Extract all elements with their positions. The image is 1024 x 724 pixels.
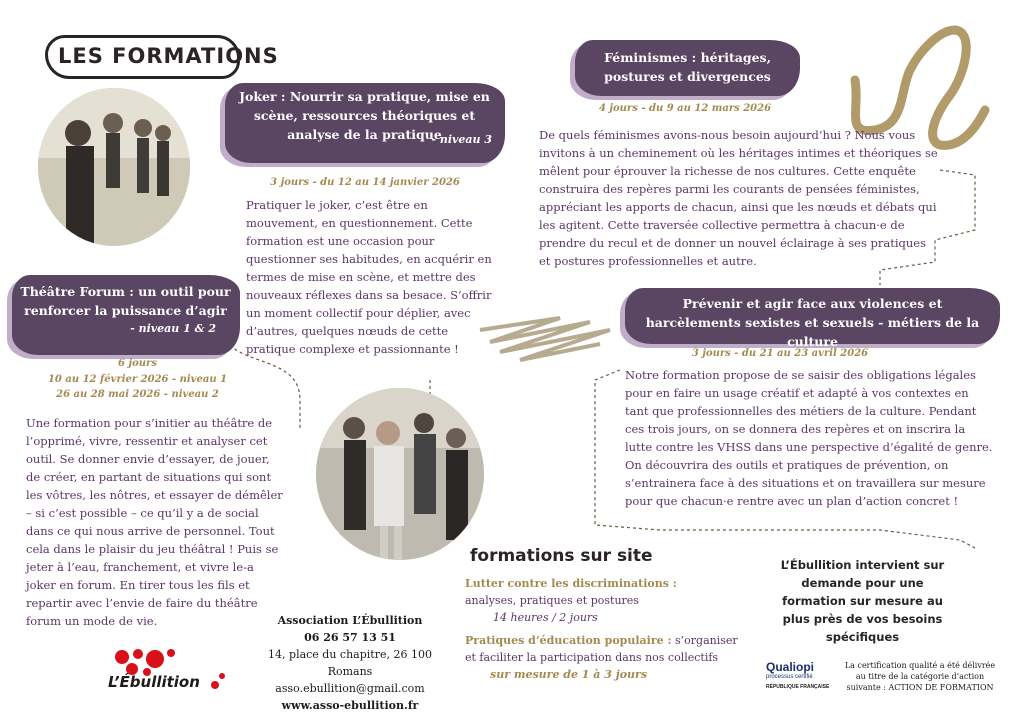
photo-workshop-1 (38, 88, 190, 246)
custom-training-note: L’Ébullition intervient sur demande pour une formation sur mesure au plus près de vos besoins spécifiques (780, 558, 945, 644)
forum-description: Une formation pour s’initier au théâtre de l’opprimé, vivre, ressentir et analyser cet outil. Se donner envie d’essayer, de jouer, de créer, en partant de situations qui sont les vôtres, les nôtres, et essayer de démêler – si c’est possible – ce qu’il y a de social dans ce qui nous arrive de personnel. Tout cela dans le plaisir du jeu théâtral ! Puis se jeter à l’eau, franchement, et vivre le-a joker en forum. En tirer tous les fils et repartir avec l’envie de faire du théâtre forum un mode de vie. (26, 416, 283, 628)
photo-workshop-2 (316, 388, 484, 560)
qualiopi-sub: processus certifié (766, 674, 813, 680)
contact-name: Association L’Ébullition (277, 614, 423, 627)
page-title: LES FORMATIONS (58, 44, 279, 68)
joker-level: - niveau 3 (431, 133, 492, 146)
forum-title: Théâtre Forum : un outil pour renforcer la puissance d’agir (20, 284, 231, 318)
onsite-item2-desc-b: et faciliter la participation dans nos collectifs (465, 651, 719, 664)
violences-title: Prévenir et agir face aux violences et harcèlements sexistes et sexuels - métiers de la culture (645, 296, 980, 349)
forum-dates-2: 26 au 28 mai 2026 - niveau 2 (56, 389, 219, 400)
forum-dates-1: 10 au 12 février 2026 - niveau 1 (47, 374, 228, 385)
onsite-item1-title: Lutter contre les discriminations : (465, 577, 677, 590)
violences-dates: 3 jours - du 21 au 23 avril 2026 (691, 348, 869, 359)
joker-description: Pratiquer le joker, c’est être en mouvement, en questionnement. Cette formation est une occasion pour questionner ses habitudes, en acquérir en termes de mise en scène, et mettre des nouveaux réflexes dans sa besace. S’offrir un moment collectif pour déplier, avec d’autres, quelques nœuds de cette pratique complexe et passionnante ! (246, 198, 492, 356)
onsite-item2-title: Pratiques d’éducation populaire : (465, 634, 672, 647)
qualiopi-statement: La certification qualité a été délivrée au titre de la catégorie d’action suivante : ACTION DE FORMATION (844, 661, 996, 692)
violences-description: Notre formation propose de se saisir des obligations légales pour en faire un usage créatif et adapté à vos contextes en tant que professionnelles des métiers de la culture. Pendant ces trois jours, on se donnera des repères et on inscrira la lutte contre les VHSS dans une perspective d’égalité de genre. On découvrira des outils et pratiques de prévention, on s’entrainera face à des situations et on travaillera sur mesure pour que chacun·e rentre avec un plan d’action concret ! (625, 368, 993, 508)
contact-email[interactable]: asso.ebullition@gmail.com (275, 682, 425, 695)
photo-illustration-1 (38, 88, 190, 246)
onsite-item1-duration: 14 heures / 2 jours (493, 611, 598, 624)
qualiopi-brand: Qualiopi (766, 660, 814, 674)
joker-dates: 3 jours - du 12 au 14 janvier 2026 (270, 177, 460, 188)
feminismes-dates: 4 jours - du 9 au 12 mars 2026 (598, 103, 772, 114)
forum-level: - niveau 1 & 2 (130, 322, 216, 335)
qualiopi-republic: RÉPUBLIQUE FRANÇAISE (766, 684, 830, 690)
onsite-title: formations sur site (470, 546, 653, 566)
forum-duration: 6 jours (118, 358, 157, 369)
feminismes-description: De quels féminismes avons-nous besoin aujourd’hui ? Nous vous invitons à un cheminement où les héritages intimes et théoriques se mêlent pour éprouver la richesse de nos cultures. Cette enquête construira des repères parmi les courants de pensées féministes, appréciant les apports de chacun, ainsi que les nœuds et débats qui les agitent. Cette traversée collective permettra à chacun·e de prendre du recul et de donner un nouvel éclairage à ses pratiques et postures professionnelles et autre. (539, 128, 938, 268)
qualiopi-logo (766, 660, 838, 690)
logo-text: L’Ébullition (108, 673, 200, 691)
joker-title: Joker : Nourrir sa pratique, mise en scène, ressources théoriques et analyse de la pratique (239, 89, 490, 142)
onsite-item2 (465, 634, 738, 647)
contact-website[interactable]: www.asso-ebullition.fr (281, 699, 419, 712)
photo-illustration-2 (316, 388, 484, 560)
onsite-item1-desc: analyses, pratiques et postures (465, 594, 639, 607)
onsite-item2-desc-a: s’organiser (675, 634, 738, 647)
contact-phone: 06 26 57 13 51 (304, 631, 396, 644)
feminismes-title: Féminismes : héritages, postures et divergences (604, 50, 771, 84)
contact-block (245, 612, 455, 714)
contact-address: 14, place du chapitre, 26 100 Romans (268, 648, 432, 678)
onsite-item2-duration: sur mesure de 1 à 3 jours (490, 668, 648, 681)
ebullition-logo (100, 645, 230, 705)
